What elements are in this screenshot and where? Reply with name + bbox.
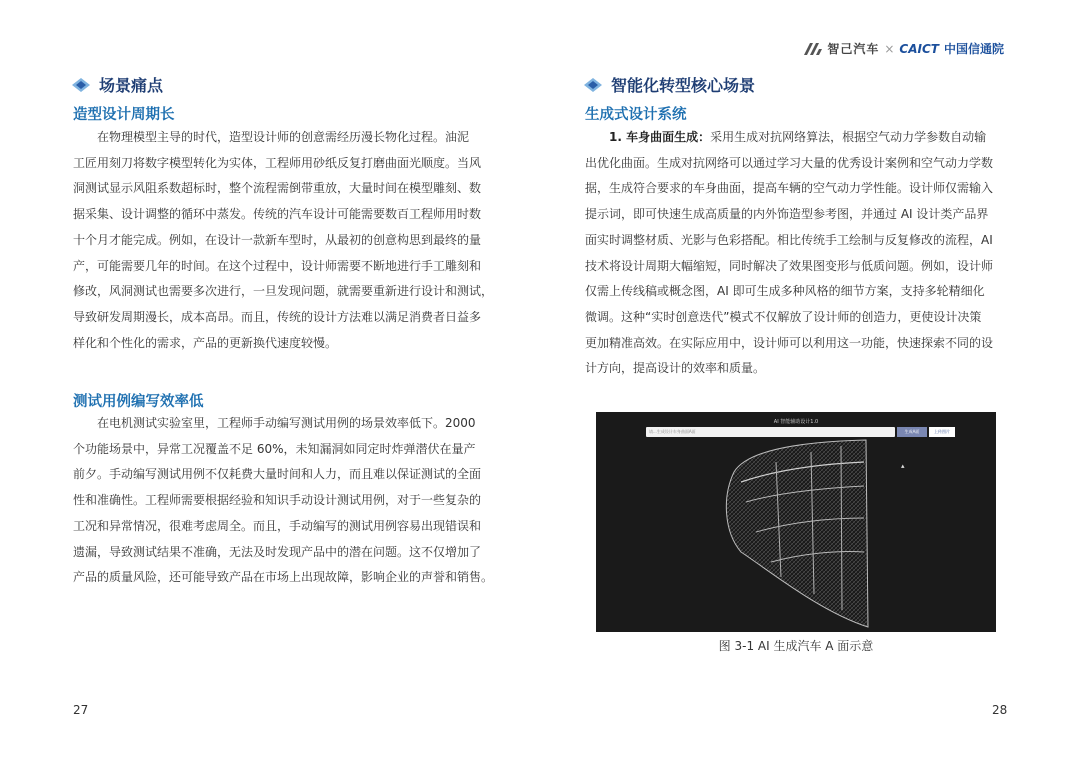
subheading-design-cycle: 造型设计周期长: [73, 107, 175, 123]
text-line: [73, 331, 497, 357]
figure-ai-a-surface: [596, 412, 996, 632]
section-title: 智能化转型核心场景: [611, 76, 756, 95]
text-line-content: 更加精准高效。在实际应用中，设计师可以利用这一功能，快速探索不同的设: [585, 335, 994, 350]
text-line-content: 微调。这种“实时创意迭代”模式不仅解放了设计师的创造力，更使设计决策: [585, 309, 982, 324]
section-heading-pain-points: [72, 73, 163, 96]
partner-logo-en: CAICT: [899, 41, 939, 56]
partner-name-cn: 中国信通院: [943, 42, 1004, 56]
text-line: [585, 279, 1007, 305]
text-line: [585, 356, 1007, 382]
text-line: [73, 540, 497, 566]
text-line-content: 产，可能需要几年的时间。在这个过程中，设计师需要不断地进行手工雕刻和: [73, 258, 482, 273]
app-title: AI 智能辅助设计1.0: [773, 419, 819, 425]
text-line-content: 在电机测试实验室里，工程师手动编写测试用例的场景效率低下。2000: [97, 416, 476, 430]
figure-caption: 图 3-1 AI 生成汽车 A 面示意: [718, 639, 874, 653]
upload-button: 上传图片: [929, 427, 955, 437]
text-line: [73, 462, 497, 488]
text-line-content: 产品的质量风险，还可能导致产品在市场上出现故障，影响企业的声誉和销售。: [73, 570, 494, 585]
text-line: [73, 125, 497, 151]
text-line-content: 技术将设计周期大幅缩短，同时解决了效果图变形与低质问题。例如，设计师: [585, 258, 994, 273]
text-line-content: 导致研发周期漫长，成本高昂。而且，传统的设计方法难以满足消费者日益多: [73, 309, 482, 324]
text-line-content: 仅需上传线稿或概念图，AI 即可生成多种风格的细节方案，支持多轮精细化: [585, 284, 985, 299]
text-line-content: 提示词，即可快速生成高质量的内外饰造型参考图，并通过 AI 设计类产品界: [585, 207, 989, 222]
text-line-content: 据，生成符合要求的车身曲面，提高车辆的空气动力学性能。设计师仅需输入: [585, 181, 994, 196]
text-line: [73, 305, 497, 331]
subheading-generative-design: 生成式设计系统: [585, 107, 687, 123]
page-number: 27: [73, 703, 89, 717]
text-line: [73, 411, 497, 437]
text-line: [73, 254, 497, 280]
text-line: [73, 228, 497, 254]
generate-button: 生成A面: [897, 427, 927, 437]
section-title: 场景痛点: [99, 76, 164, 95]
text-line: [73, 565, 497, 591]
text-line-content: 个功能场景中，异常工况覆盖不足 60%，未知漏洞如同定时炸弹潜伏在量产: [73, 441, 476, 456]
text-line: [73, 151, 497, 177]
text-line: [585, 151, 1007, 177]
text-line: [73, 176, 497, 202]
text-line: [585, 305, 1007, 331]
text-line-content: 样化和个性化的需求，产品的更新换代速度较慢。: [73, 335, 338, 350]
text-line: [73, 279, 497, 305]
right-page: [540, 0, 1080, 763]
paragraph-test-cases: [73, 411, 497, 591]
text-line: [585, 125, 1007, 151]
text-line-content: 在物理模型主导的时代，造型设计师的创意需经历漫长物化过程。油泥: [97, 130, 470, 144]
subheading-test-cases: 测试用例编写效率低: [73, 394, 204, 410]
text-line-content: 采用生成对抗网络算法，根据空气动力学参数自动输: [710, 130, 987, 144]
brand-name: 智己汽车: [827, 42, 880, 56]
text-line-content: 性和准确性。工程师需要根据经验和知识手动设计测试用例，对于一些复杂的: [73, 493, 482, 508]
text-line-content: 工匠用刻刀将数字模型转化为实体，工程师用砂纸反复打磨曲面光顺度。当风: [73, 155, 482, 170]
prompt-input: 请...生成设计车身曲面A面: [646, 427, 895, 437]
brand-separator: ×: [884, 41, 895, 56]
text-line-content: 洞测试显示风阻系数超标时，整个流程需倒带重放，大量时间在模型雕刻、数: [73, 181, 482, 196]
bold-lead: 1. 车身曲面生成：: [609, 130, 711, 144]
text-line: [73, 437, 497, 463]
text-line: [585, 202, 1007, 228]
text-line-content: 面实时调整材质、光影与色彩搭配。相比传统手工绘制与反复修改的流程，AI: [585, 232, 993, 247]
diamond-icon: [72, 78, 90, 92]
text-line-content: 据采集、设计调整的循环中蒸发。传统的汽车设计可能需要数百工程师用时数: [73, 207, 482, 222]
text-line-content: 出优化曲面。生成对抗网络可以通过学习大量的优秀设计案例和空气动力学数: [585, 155, 994, 170]
zhiji-logo-icon: [804, 43, 822, 55]
text-line: [73, 488, 497, 514]
text-line: [73, 514, 497, 540]
text-line-content: 前夕。手动编写测试用例不仅耗费大量时间和人力，而且难以保证测试的全面: [73, 467, 482, 482]
car-surface-mesh-image: [596, 412, 996, 632]
diamond-icon: [584, 78, 602, 92]
cursor-icon: ▴: [901, 462, 905, 470]
text-line: [585, 331, 1007, 357]
text-line: [585, 228, 1007, 254]
section-heading-core-scenarios: [584, 73, 755, 96]
text-line-content: 十个月才能完成。例如，在设计一款新车型时，从最初的创意构思到最终的量: [73, 232, 482, 247]
text-line: [585, 176, 1007, 202]
text-line: [585, 254, 1007, 280]
paragraph-design-cycle: [73, 125, 497, 356]
brand-header: [804, 40, 1004, 57]
text-line-content: 工况和异常情况，很难考虑周全。而且，手动编写的测试用例容易出现错误和: [73, 518, 482, 533]
paragraph-generative-design: [585, 125, 1007, 382]
text-line-content: 修改，风洞测试也需要多次进行，一旦发现问题，就需要重新进行设计和测试，: [73, 284, 494, 299]
text-line-content: 计方向，提高设计的效率和质量。: [585, 361, 766, 376]
text-line: [73, 202, 497, 228]
page-number: 28: [992, 703, 1008, 717]
text-line-content: 遗漏，导致测试结果不准确，无法及时发现产品中的潜在问题。这不仅增加了: [73, 544, 482, 559]
